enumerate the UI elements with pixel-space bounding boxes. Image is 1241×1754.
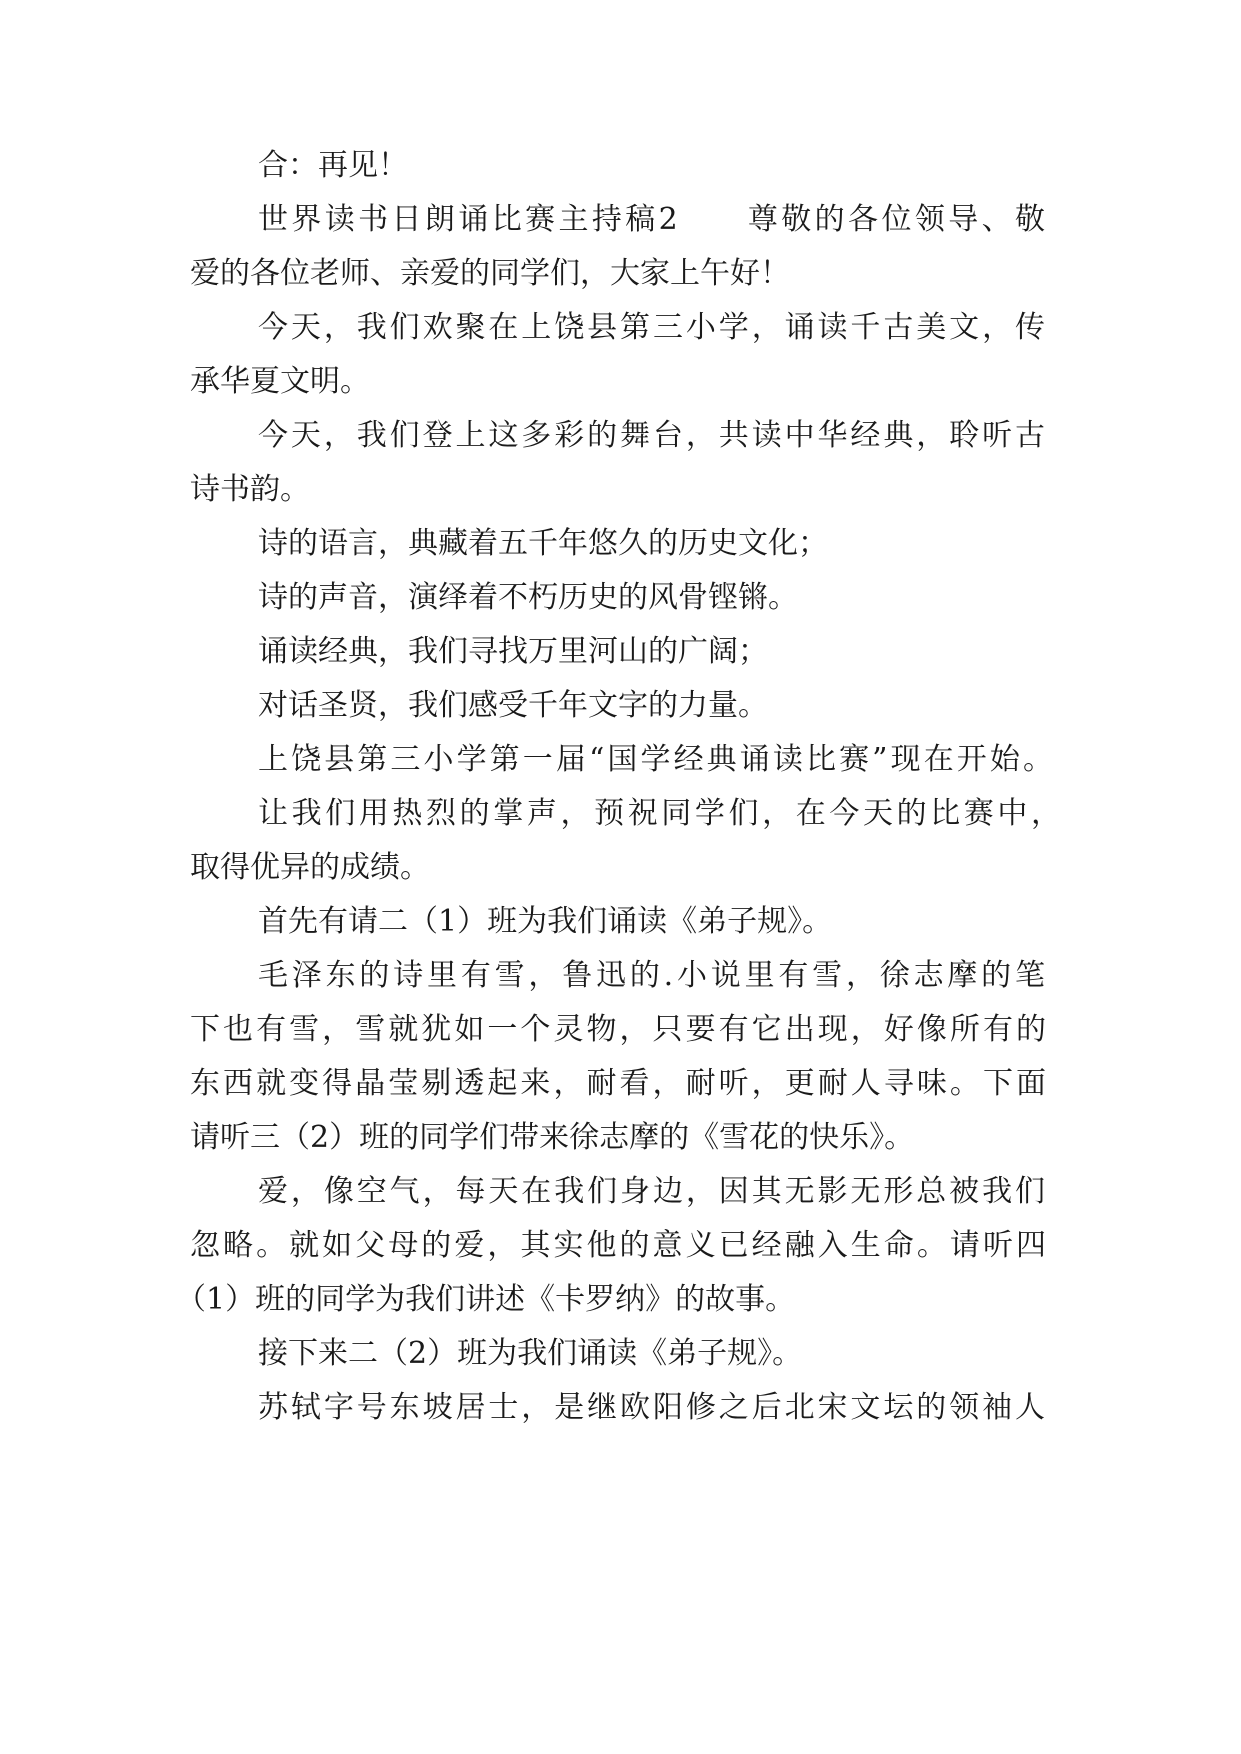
paragraph-line: 让我们用热烈的掌声，预祝同学们，在今天的比赛中， (258, 796, 1061, 831)
paragraph-line: 上饶县第三小学第一届“国学经典诵读比赛”现在开始。 (258, 742, 1053, 777)
paragraph-line: 诗的语言，典藏着五千年悠久的历史文化； (258, 526, 828, 561)
paragraph-line: 首先有请二（1）班为我们诵读《弟子规》。 (258, 904, 833, 939)
paragraph-line: 今天，我们登上这多彩的舞台，共读中华经典，聆听古 (258, 418, 1045, 453)
paragraph-line: 合：再见！ (258, 148, 408, 183)
paragraph-line: 接下来二（2）班为我们诵读《弟子规》。 (258, 1336, 803, 1371)
paragraph-line: 承华夏文明。 (190, 364, 370, 399)
paragraph-line: 毛泽东的诗里有雪，鲁迅的.小说里有雪，徐志摩的笔 (258, 958, 1045, 993)
paragraph-line: 下也有雪，雪就犹如一个灵物，只要有它出现，好像所有的 (190, 1012, 1046, 1047)
paragraph-line: （1）班的同学为我们讲述《卡罗纳》的故事。 (176, 1282, 796, 1317)
paragraph-line: 忽略。就如父母的爱，其实他的意义已经融入生命。请听四 (190, 1228, 1046, 1263)
paragraph-line: 爱的各位老师、亲爱的同学们，大家上午好！ (190, 256, 790, 291)
paragraph-line: 诗书韵。 (190, 472, 310, 507)
paragraph-line: 今天，我们欢聚在上饶县第三小学，诵读千古美文，传 (258, 310, 1045, 345)
paragraph-line: 取得优异的成绩。 (190, 850, 430, 885)
paragraph-line: 东西就变得晶莹剔透起来，耐看，耐听，更耐人寻味。下面 (190, 1066, 1046, 1101)
paragraph-line: 爱，像空气，每天在我们身边，因其无影无形总被我们 (258, 1174, 1045, 1209)
paragraph-line: 苏轼字号东坡居士，是继欧阳修之后北宋文坛的领袖人 (258, 1390, 1045, 1425)
paragraph-line: 诵读经典，我们寻找万里河山的广阔； (258, 634, 768, 669)
paragraph-line: 请听三（2）班的同学们带来徐志摩的《雪花的快乐》。 (190, 1120, 915, 1155)
paragraph-line: 对话圣贤，我们感受千年文字的力量。 (258, 688, 768, 723)
paragraph-line: 世界读书日朗诵比赛主持稿2 尊敬的各位领导、敬 (258, 202, 1045, 237)
paragraph-line: 诗的声音，演绎着不朽历史的风骨铿锵。 (258, 580, 798, 615)
